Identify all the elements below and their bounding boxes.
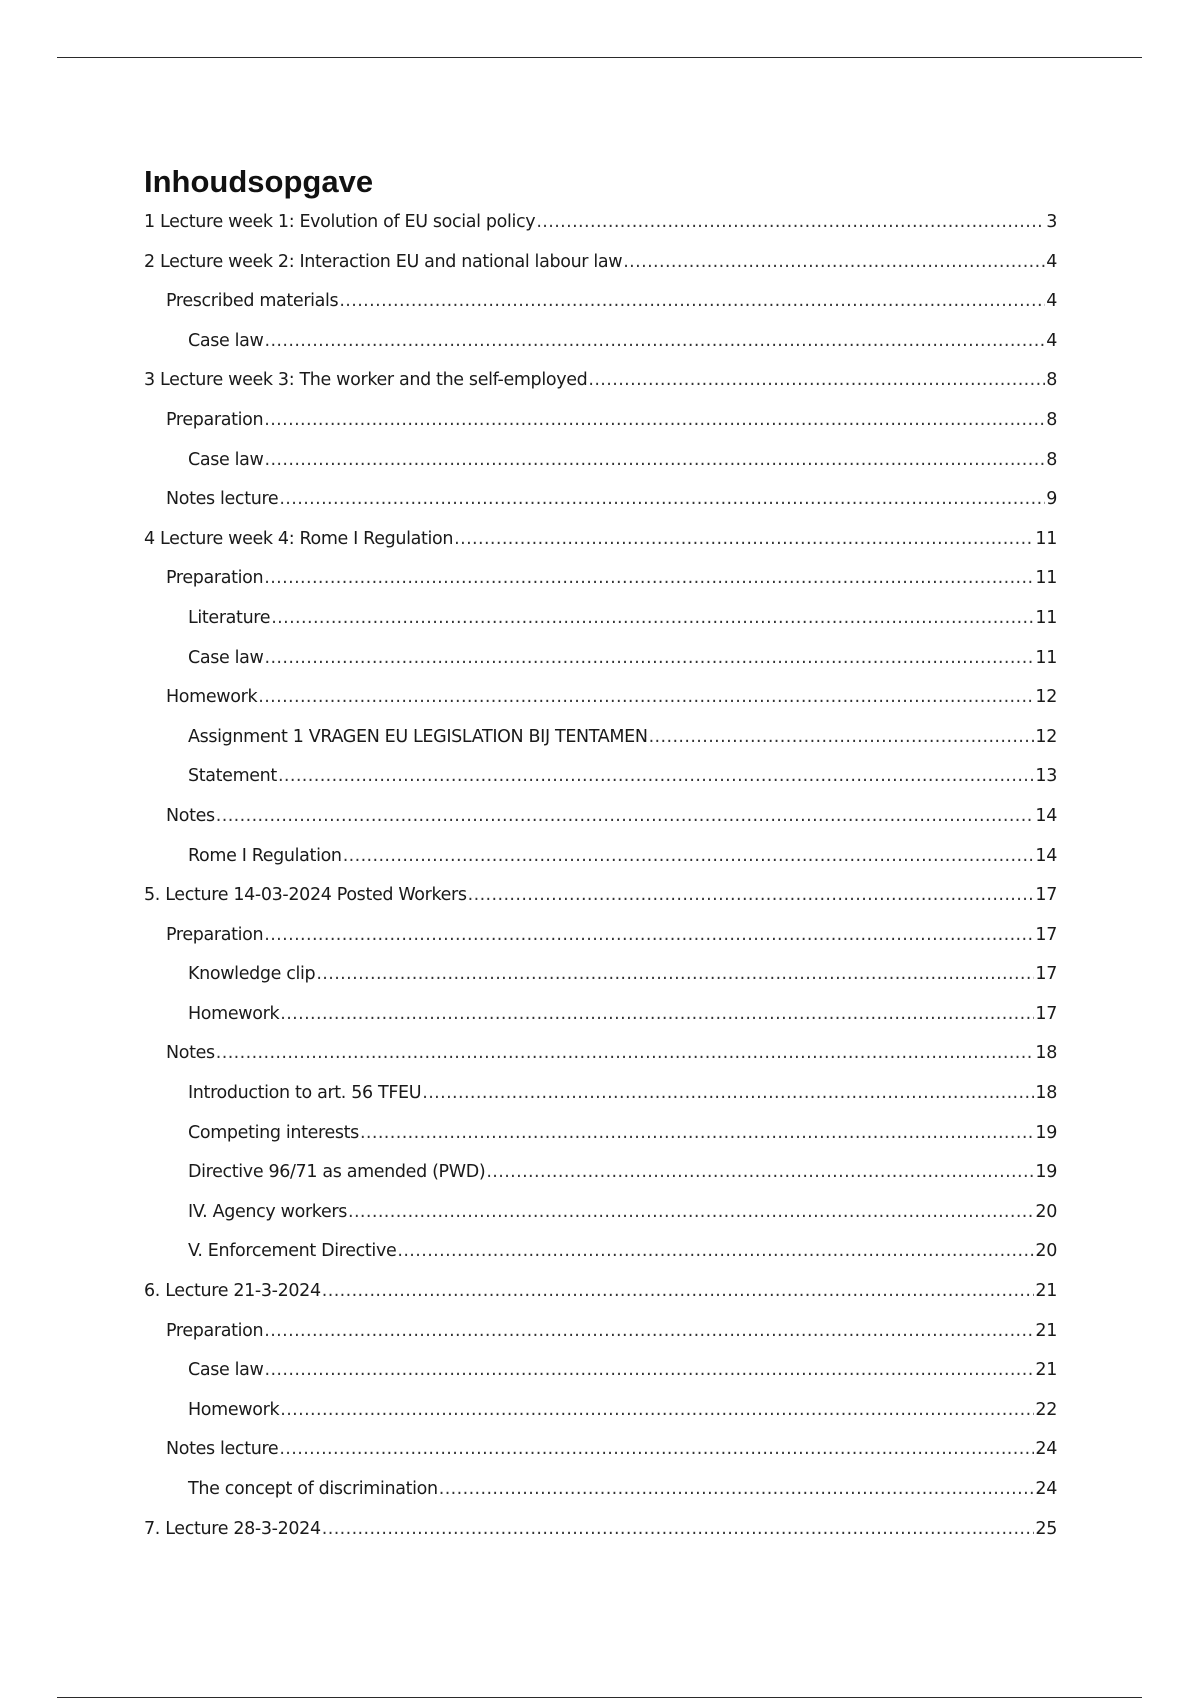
toc-entry[interactable] [144,923,1057,963]
toc-entry-page: 11 [1035,568,1057,589]
toc-entry-label: Assignment 1 VRAGEN EU LEGISLATION BIJ TENTAMEN [188,726,648,747]
toc-entry[interactable] [144,1279,1057,1319]
toc-entry-page: 12 [1035,687,1057,708]
toc-entry-label: Notes lecture [166,489,279,510]
toc-entry-page: 4 [1046,330,1057,351]
header-rule [57,57,1142,58]
toc-entry[interactable] [144,289,1057,329]
toc-entry[interactable] [144,646,1057,686]
toc-entry[interactable] [144,606,1057,646]
toc-entry-page: 21 [1035,1320,1057,1341]
toc-entry-page: 18 [1035,1043,1057,1064]
toc-entry-page: 3 [1046,212,1057,232]
toc-entry-label: Homework [188,1003,280,1024]
toc-entry-label: Notes [166,1043,215,1064]
toc-entry[interactable] [144,962,1057,1002]
toc-entry-label: Knowledge clip [188,964,316,985]
toc-entry-label: The concept of discrimination [188,1479,438,1499]
toc-dot-leader [322,1279,1035,1303]
toc-dot-leader [397,1239,1034,1263]
toc-entry-label: Statement [188,766,277,787]
toc-entry[interactable] [144,487,1057,527]
toc-entry-page: 4 [1046,291,1057,312]
toc-entry[interactable] [144,685,1057,725]
toc-dot-leader [623,250,1045,274]
toc-entry[interactable] [144,1477,1057,1517]
toc-entry-label: IV. Agency workers [188,1201,347,1222]
toc-entry-label: Rome I Regulation [188,845,342,866]
toc-entry-page: 17 [1035,885,1057,906]
toc-entry-label: Case law [188,1360,264,1381]
toc-entry[interactable] [144,527,1057,567]
toc-entry[interactable] [144,1002,1057,1042]
toc-dot-leader [264,408,1045,432]
toc-entry[interactable] [144,1517,1057,1557]
toc-entry[interactable] [144,725,1057,765]
toc-entry[interactable] [144,1358,1057,1398]
toc-entry-label: 3 Lecture week 3: The worker and the self-employed [144,370,588,391]
toc-entry[interactable] [144,368,1057,408]
toc-entry-label: Preparation [166,924,264,945]
toc-entry-label: Case law [188,449,264,470]
toc-entry-page: 11 [1035,528,1057,549]
toc-dot-leader [339,289,1045,313]
toc-entry-page: 13 [1035,766,1057,787]
toc-entry-page: 8 [1046,370,1057,391]
toc-dot-leader [322,1517,1035,1541]
toc-entry[interactable] [144,448,1057,488]
toc-entry-label: Introduction to art. 56 TFEU [188,1083,422,1104]
toc-entry-label: Case law [188,330,264,351]
toc-dot-leader [280,1398,1034,1422]
toc-entry-page: 4 [1046,251,1057,272]
toc-dot-leader [439,1477,1035,1501]
toc-dot-leader [279,1437,1034,1461]
toc-entry-page: 21 [1035,1360,1057,1381]
toc-dot-leader [316,962,1034,986]
toc-entry-page: 22 [1035,1399,1057,1420]
toc-dot-leader [264,566,1034,590]
toc-entry[interactable] [144,1398,1057,1438]
toc-entry[interactable] [144,1239,1057,1279]
toc-section [144,162,1057,1556]
toc-entry-label: Preparation [166,1320,264,1341]
toc-entry-page: 9 [1046,489,1057,510]
toc-entry-page: 17 [1035,964,1057,985]
toc-entry-label: Homework [188,1399,280,1420]
toc-dot-leader [588,368,1045,392]
toc-entry-label: Preparation [166,409,264,430]
toc-dot-leader [343,844,1035,868]
toc-dot-leader [536,210,1045,234]
toc-entry-page: 11 [1035,607,1057,628]
toc-entry-label: Preparation [166,568,264,589]
toc-entry-page: 14 [1035,805,1057,826]
toc-entry[interactable] [144,804,1057,844]
toc-entry-page: 24 [1035,1439,1057,1460]
toc-dot-leader [265,1358,1035,1382]
toc-dot-leader [422,1081,1034,1105]
toc-entry-label: Homework [166,687,258,708]
toc-entry-page: 19 [1035,1162,1057,1183]
toc-entry-label: Case law [188,647,264,668]
toc-entry-label: 5. Lecture 14-03-2024 Posted Workers [144,885,467,906]
toc-entry[interactable] [144,1437,1057,1477]
toc-entry-label: 1 Lecture week 1: Evolution of EU social policy [144,212,536,232]
toc-entry-page: 20 [1035,1241,1057,1262]
toc-dot-leader [649,725,1035,749]
toc-entry[interactable] [144,1081,1057,1121]
toc-dot-leader [264,1319,1034,1343]
toc-entry-label: 2 Lecture week 2: Interaction EU and national labour law [144,251,623,272]
toc-entry[interactable] [144,210,1057,250]
toc-entry-label: Notes [166,805,215,826]
toc-entry-page: 8 [1046,449,1057,470]
toc-entry-label: 7. Lecture 28-3-2024 [144,1518,321,1539]
toc-entry-label: V. Enforcement Directive [188,1241,397,1262]
toc-entry-page: 8 [1046,409,1057,430]
footer-rule [57,1697,1142,1698]
toc-entry[interactable] [144,250,1057,290]
toc-entry-page: 25 [1035,1518,1057,1539]
toc-entry[interactable] [144,844,1057,884]
toc-entry[interactable] [144,408,1057,448]
toc-dot-leader [271,606,1034,630]
toc-entry-page: 19 [1035,1122,1057,1143]
toc-dot-leader [265,448,1046,472]
toc-dot-leader [486,1160,1034,1184]
toc-dot-leader [258,685,1034,709]
toc-entry[interactable] [144,329,1057,369]
toc-entry[interactable] [144,1121,1057,1161]
toc-entry-label: Literature [188,607,271,628]
toc-dot-leader [348,1200,1034,1224]
toc-dot-leader [216,804,1035,828]
toc-entry-label: Directive 96/71 as amended (PWD) [188,1162,486,1183]
toc-entry-page: 12 [1035,726,1057,747]
toc-entry[interactable] [144,1160,1057,1200]
toc-list [144,210,1057,1556]
toc-entry-page: 18 [1035,1083,1057,1104]
toc-entry[interactable] [144,566,1057,606]
toc-heading: Inhoudsopgave [144,164,374,199]
toc-entry-page: 20 [1035,1201,1057,1222]
toc-entry[interactable] [144,1041,1057,1081]
toc-entry-label: Prescribed materials [166,291,339,312]
toc-dot-leader [278,764,1034,788]
toc-entry[interactable] [144,883,1057,923]
toc-entry-label: Notes lecture [166,1439,279,1460]
toc-entry-page: 14 [1035,845,1057,866]
toc-entry-label: 4 Lecture week 4: Rome I Regulation [144,528,454,549]
toc-entry-page: 17 [1035,924,1057,945]
toc-entry-label: 6. Lecture 21-3-2024 [144,1281,321,1302]
toc-dot-leader [265,329,1046,353]
toc-dot-leader [360,1121,1034,1145]
toc-entry-page: 17 [1035,1003,1057,1024]
toc-entry[interactable] [144,1319,1057,1359]
toc-dot-leader [279,487,1045,511]
toc-entry[interactable] [144,764,1057,804]
toc-dot-leader [280,1002,1034,1026]
toc-entry-page: 24 [1035,1479,1057,1499]
toc-entry-page: 11 [1035,647,1057,668]
toc-dot-leader [468,883,1035,907]
toc-entry[interactable] [144,1200,1057,1240]
toc-dot-leader [264,923,1034,947]
toc-dot-leader [265,646,1035,670]
toc-entry-label: Competing interests [188,1122,359,1143]
toc-dot-leader [216,1041,1035,1065]
toc-entry-page: 21 [1035,1281,1057,1302]
toc-dot-leader [454,527,1034,551]
